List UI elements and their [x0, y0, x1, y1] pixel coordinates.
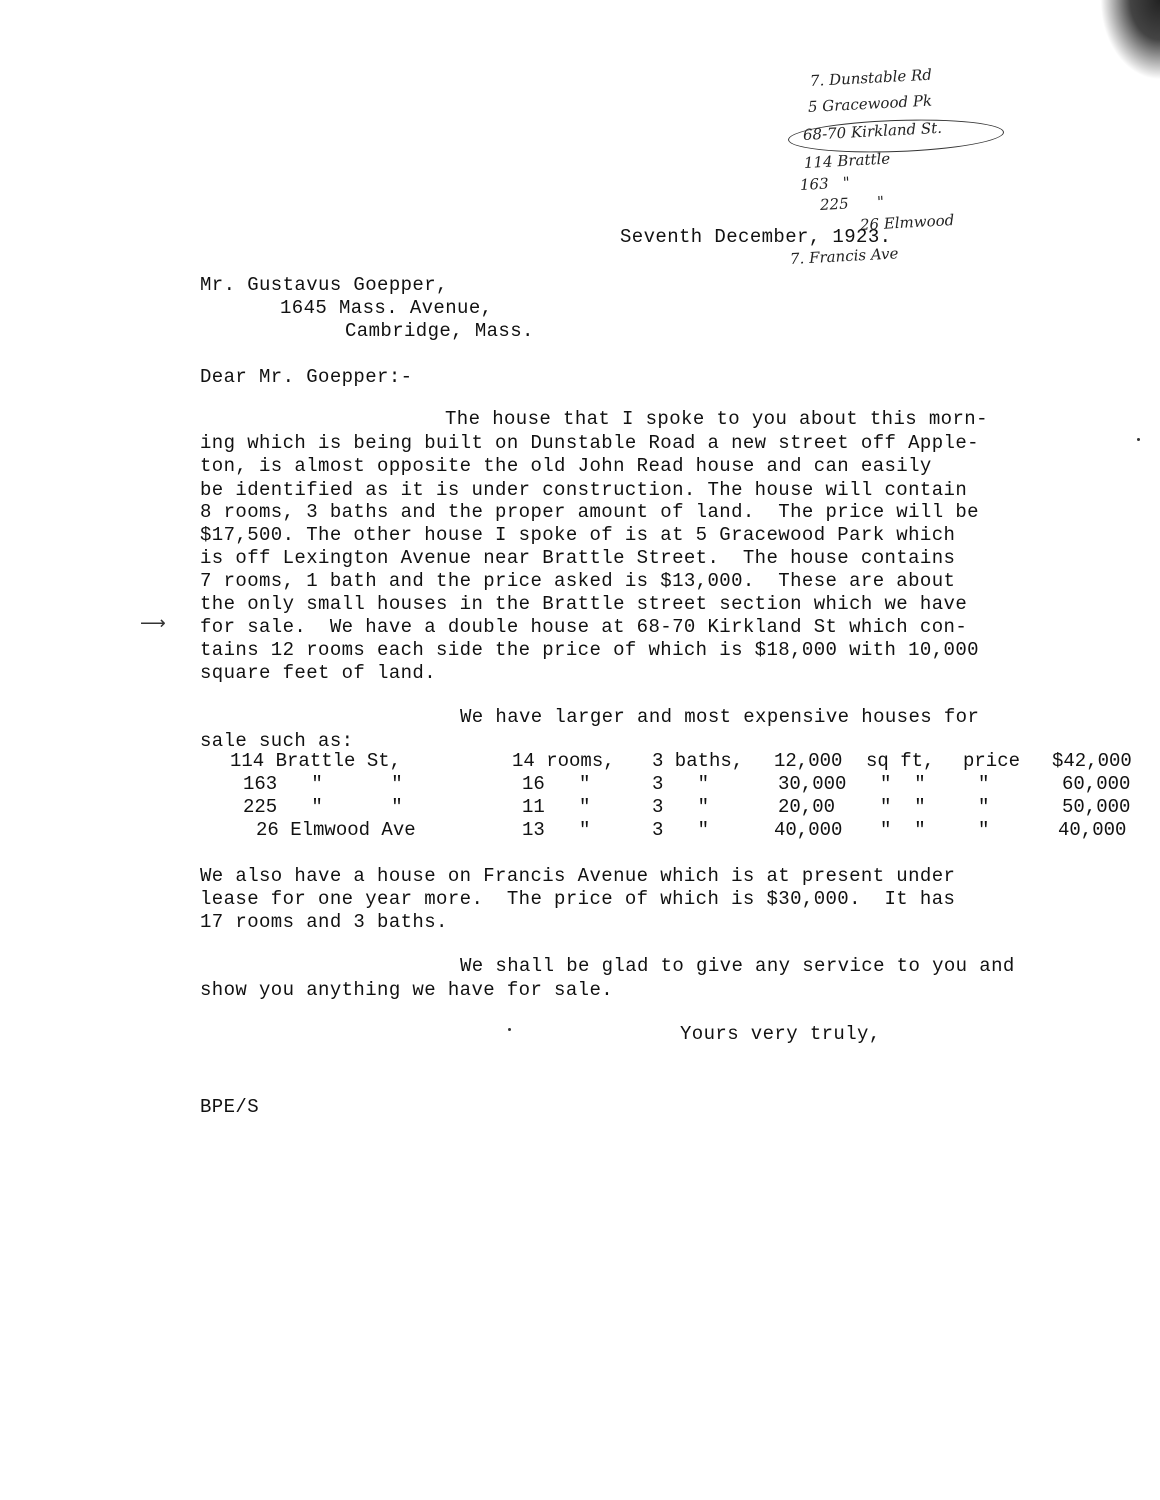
house-land-unit: " "	[880, 796, 926, 818]
salutation: Dear Mr. Goepper:-	[200, 366, 413, 388]
house-land-unit: sq ft,	[866, 750, 935, 772]
house-rooms: 14 rooms,	[512, 750, 615, 772]
addressee-name: Mr. Gustavus Goepper,	[200, 274, 448, 296]
body-line: We shall be glad to give any service to you and	[460, 955, 1015, 977]
house-price: 60,000	[1062, 773, 1131, 795]
scan-speck	[508, 1028, 511, 1031]
body-line: for sale. We have a double house at 68-70 Kirkland St which con-	[200, 616, 968, 638]
house-land: 30,000	[778, 773, 847, 795]
body-line: The house that I spoke to you about this morn-	[445, 408, 988, 430]
body-line: 17 rooms and 3 baths.	[200, 911, 448, 933]
addressee-street: 1645 Mass. Avenue,	[280, 297, 493, 319]
addressee-city: Cambridge, Mass.	[345, 320, 534, 342]
note-line: 163 "	[799, 173, 851, 194]
house-rooms: 13 "	[522, 819, 591, 841]
house-price: $42,000	[1052, 750, 1132, 772]
body-line: 8 rooms, 3 baths and the proper amount of land. The price will be	[200, 501, 979, 523]
body-line: ton, is almost opposite the old John Read house and can easily	[200, 455, 932, 477]
body-line: is off Lexington Avenue near Brattle Street. The house contains	[200, 547, 956, 569]
house-baths: 3 "	[652, 819, 710, 841]
typist-initials: BPE/S	[200, 1096, 260, 1118]
house-rooms: 11 "	[522, 796, 591, 818]
body-line: 7 rooms, 1 bath and the price asked is $13,000. These are about	[200, 570, 956, 592]
body-line: sale such as:	[200, 730, 354, 752]
house-baths: 3 "	[652, 796, 710, 818]
body-line: square feet of land.	[200, 662, 437, 684]
house-baths: 3 "	[652, 773, 710, 795]
note-line: 225 "	[819, 192, 885, 214]
house-address: 114 Brattle St,	[230, 750, 402, 772]
note-line: 7. Dunstable Rd	[809, 65, 933, 90]
house-price: 40,000	[1058, 819, 1127, 841]
body-line: be identified as it is under construction. The house will contain	[200, 479, 968, 501]
note-line-circled: 68-70 Kirkland St.	[802, 118, 943, 144]
closing: Yours very truly,	[680, 1023, 881, 1045]
body-line: show you anything we have for sale.	[200, 979, 614, 1001]
body-line: We have larger and most expensive houses for	[460, 706, 980, 728]
house-land: 40,000	[774, 819, 843, 841]
body-line: ing which is being built on Dunstable Road a new street off Apple-	[200, 432, 979, 454]
body-line: tains 12 rooms each side the price of which is $18,000 with 10,000	[200, 639, 979, 661]
house-land-unit: " "	[880, 819, 926, 841]
note-line: 5 Gracewood Pk	[807, 91, 933, 116]
house-price-label: "	[978, 773, 990, 795]
house-address: 225 " "	[243, 796, 403, 818]
margin-arrow-icon: ⟶	[140, 613, 166, 634]
body-line: the only small houses in the Brattle street section which we have	[200, 593, 968, 615]
note-line: 26 Elmwood	[859, 211, 955, 234]
body-line: $17,500. The other house I spoke of is at 5 Gracewood Park which	[200, 524, 956, 546]
house-land-unit: " "	[880, 773, 926, 795]
body-line: lease for one year more. The price of which is $30,000. It has	[200, 888, 956, 910]
house-address: 163 " "	[243, 773, 403, 795]
house-baths: 3 baths,	[652, 750, 744, 772]
note-line: 7. Francis Ave	[789, 244, 899, 268]
house-address: 26 Elmwood Ave	[256, 819, 416, 841]
letter-date: Seventh December, 1923.	[620, 226, 892, 248]
note-line: 114 Brattle	[803, 149, 891, 172]
house-price-label: "	[978, 796, 990, 818]
house-price-label: "	[978, 819, 990, 841]
house-land: 20,00	[778, 796, 836, 818]
house-rooms: 16 "	[522, 773, 591, 795]
scan-speck	[1137, 438, 1140, 441]
body-line: We also have a house on Francis Avenue which is at present under	[200, 865, 956, 887]
scan-smudge	[1100, 0, 1160, 80]
house-price-label: price	[963, 750, 1021, 772]
house-price: 50,000	[1062, 796, 1131, 818]
house-land: 12,000	[774, 750, 843, 772]
